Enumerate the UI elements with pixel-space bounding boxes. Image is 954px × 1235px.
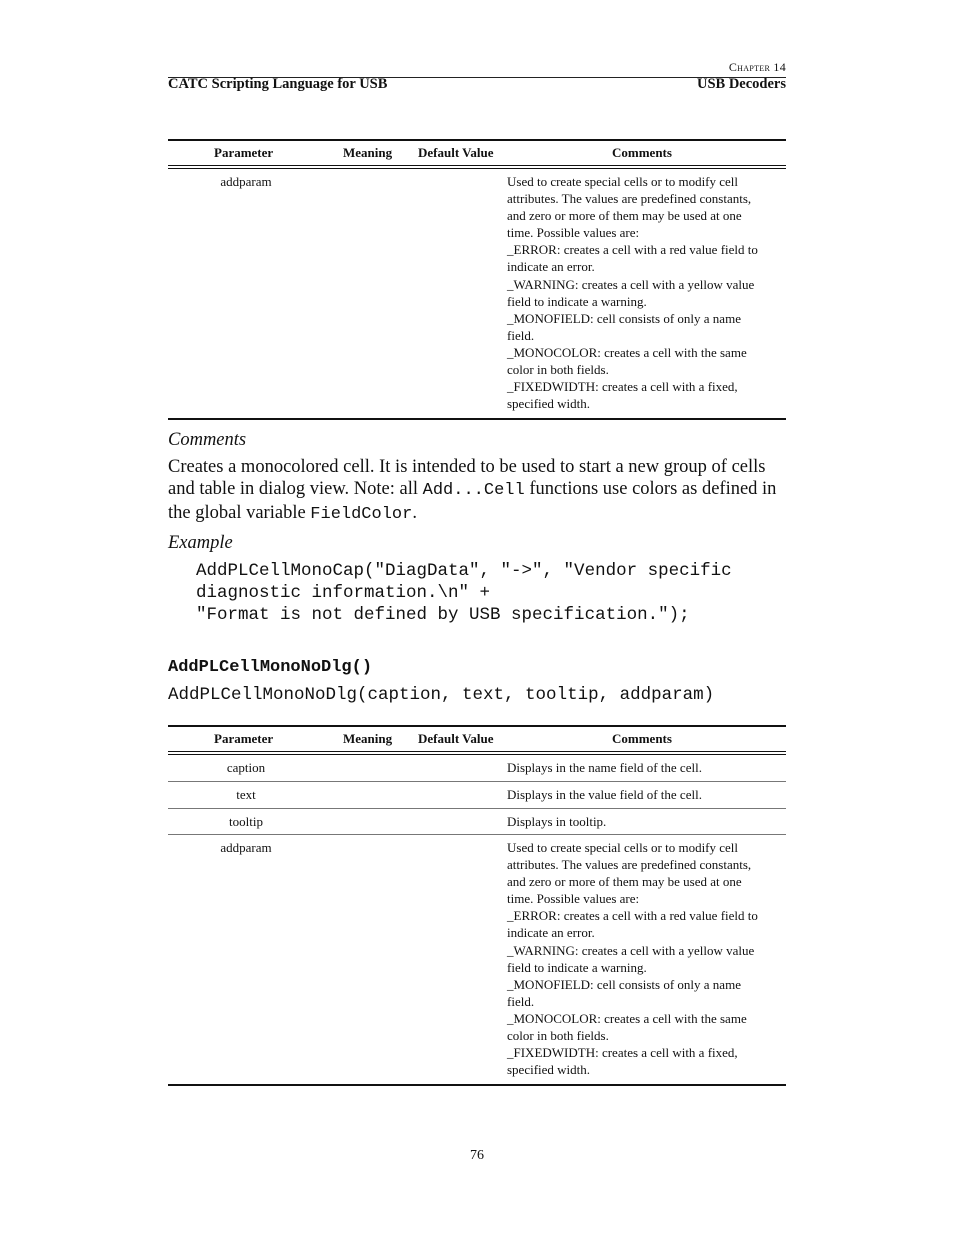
comment-line: time. Possible values are:	[507, 225, 640, 241]
comment-line: _FIXEDWIDTH: creates a cell with a fixed,	[507, 1045, 738, 1061]
comment-line: _MONOFIELD: cell consists of only a name	[507, 976, 741, 992]
param-comment	[507, 169, 782, 418]
comment-line: field to indicate a warning.	[507, 959, 647, 975]
table-header-row	[168, 727, 786, 751]
comment-line: _ERROR: creates a cell with a red value field to	[507, 908, 758, 924]
param-comment	[507, 835, 782, 1084]
table-row	[168, 782, 786, 809]
comment-line: _MONOFIELD: cell consists of only a name	[507, 310, 741, 326]
header-default-value: Default Value	[418, 145, 494, 160]
inline-code: Add...Cell	[422, 481, 525, 500]
param-comment	[507, 782, 782, 809]
param-comment	[507, 755, 782, 782]
page-number: 76	[470, 1148, 484, 1163]
comment-line: field.	[507, 993, 535, 1009]
parameter-table-1	[168, 139, 786, 420]
header-meaning: Meaning	[343, 731, 393, 746]
comment-line: _WARNING: creates a cell with a yellow value	[507, 276, 755, 292]
comment-line: Displays in the value field of the cell.	[507, 787, 702, 802]
inline-code: FieldColor	[310, 505, 413, 524]
code-line: AddPLCellMonoCap("DiagData", "->", "Vendor specific	[196, 561, 732, 581]
chapter-label	[729, 60, 786, 75]
text-run: functions use colors as defined in	[524, 479, 777, 499]
comment-line: field to indicate a warning.	[507, 293, 647, 309]
table-row	[168, 809, 786, 835]
table-row	[168, 835, 786, 1086]
header-parameter: Parameter	[214, 145, 274, 160]
comment-line: color in both fields.	[507, 1028, 609, 1044]
param-name: text	[236, 787, 256, 802]
comment-line: attributes. The values are predefined constants,	[507, 857, 752, 873]
comment-line: Displays in the name field of the cell.	[507, 760, 702, 775]
chapter-number: 14	[773, 60, 786, 74]
example-heading: Example	[168, 533, 233, 553]
comment-line: specified width.	[507, 1062, 591, 1078]
comment-line: _MONOCOLOR: creates a cell with the same	[507, 344, 747, 360]
text-run: and table in dialog view. Note: all	[168, 479, 423, 499]
comment-line: Used to create special cells or to modify cell	[507, 174, 739, 189]
header-rule	[168, 77, 786, 78]
param-name: caption	[226, 760, 266, 775]
comment-line: Used to create special cells or to modify cell	[507, 840, 739, 855]
text-run: .	[412, 503, 417, 523]
comment-line: _WARNING: creates a cell with a yellow value	[507, 942, 755, 958]
function-title: AddPLCellMonoNoDlg()	[168, 658, 373, 677]
header-meaning: Meaning	[343, 145, 393, 160]
table-row	[168, 169, 786, 420]
param-comment	[507, 809, 782, 836]
table-header-row	[168, 141, 786, 165]
header-comments: Comments	[612, 731, 672, 746]
comments-heading: Comments	[168, 430, 247, 450]
comment-line: and zero or more of them may be used at one	[507, 208, 742, 224]
param-name: addparam	[220, 174, 272, 189]
parameter-table-2	[168, 725, 786, 1086]
param-name: addparam	[220, 840, 272, 855]
comments-paragraph	[168, 456, 788, 526]
comment-line: time. Possible values are:	[507, 891, 640, 907]
header-parameter: Parameter	[214, 731, 274, 746]
running-header-right: USB Decoders	[696, 76, 786, 92]
comments-line: Creates a monocolored cell. It is intended to be used to start a new group of cells	[168, 457, 766, 477]
comment-line: attributes. The values are predefined constants,	[507, 191, 752, 207]
param-name: tooltip	[229, 814, 263, 829]
comment-line: field.	[507, 327, 535, 343]
function-signature: AddPLCellMonoNoDlg(caption, text, tooltip, addparam)	[168, 685, 715, 705]
comments-line	[168, 478, 788, 502]
comment-line: _MONOCOLOR: creates a cell with the same	[507, 1010, 747, 1026]
text-run: the global variable	[168, 503, 311, 523]
comment-line: and zero or more of them may be used at one	[507, 874, 742, 890]
code-line: "Format is not defined by USB specification.");	[196, 605, 690, 625]
comment-line: Displays in tooltip.	[507, 814, 607, 829]
comment-line: color in both fields.	[507, 362, 609, 378]
comment-line: indicate an error.	[507, 259, 595, 275]
header-comments: Comments	[612, 145, 672, 160]
header-default-value: Default Value	[418, 731, 494, 746]
comment-line: specified width.	[507, 396, 591, 412]
code-line: diagnostic information.\n" +	[196, 583, 491, 603]
comment-line: _ERROR: creates a cell with a red value field to	[507, 242, 758, 258]
example-code-block	[196, 560, 732, 626]
comment-line: _FIXEDWIDTH: creates a cell with a fixed,	[507, 379, 738, 395]
comment-line: indicate an error.	[507, 925, 595, 941]
chapter-word: Chapter	[728, 60, 771, 74]
comments-line	[168, 502, 788, 526]
running-header-left: CATC Scripting Language for USB	[168, 76, 388, 92]
table-row	[168, 755, 786, 782]
